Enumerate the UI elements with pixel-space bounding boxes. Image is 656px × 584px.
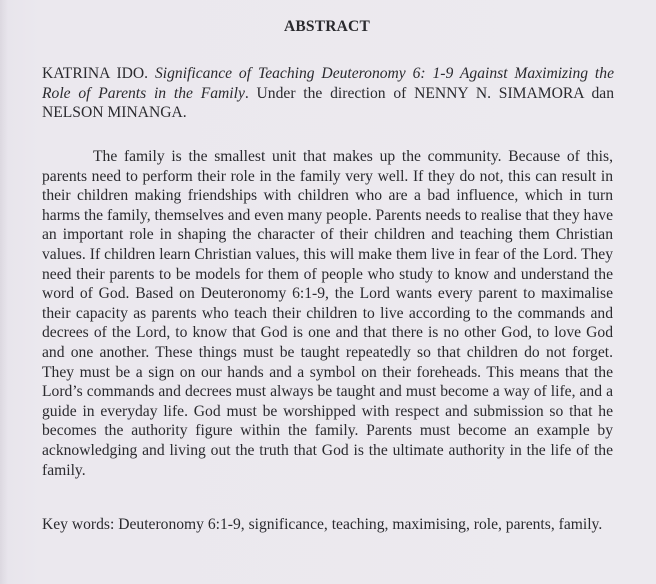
- citation-direction: . Under the direction of NENNY N. SIMAMORA dan NELSON MINANGA.: [42, 84, 614, 122]
- keywords: Key words: Deuteronomy 6:1-9, significance, teaching, maximising, role, parents, family.: [42, 516, 603, 533]
- abstract-heading: ABSTRACT: [283, 18, 370, 35]
- abstract-body: The family is the smallest unit that makes up the community. Because of this, parents need to perform their role in the family very well. If they do not, this can result in their children making friendships with children who are a bad influence, which in turn harms the family, themselves and even many people. Parents needs to realise that they have an important role in shaping the character of their children and teaching them Christian values. If children learn Christian values, this will make them live in fear of the Lord. They need their parents to be models for them of people who study to know and understand the word of God. Based on Deuteronomy 6:1-9, the Lord wants every parent to maximalise their capacity as parents who teach their children to live according to the commands and decrees of the Lord, to know that God is one and that there is no other God, to love God and one another. These things must be taught repeatedly so that children do not forget. They must be a sign on our hands and a symbol on their foreheads. This means that the Lord’s commands and decrees must always be taught and must become a way of life, and a guide in everyday life. God must be worshipped with respect and submission so that he becomes the authority figure within the family. Parents must become an example by acknowledging and living out the truth that God is the ultimate authority in the life of the family.: [42, 148, 613, 479]
- citation: [42, 64, 614, 123]
- citation-title: Significance of Teaching Deuteronomy 6: 1-9 Against Maximizing the Role of Parents in the Family: [42, 65, 614, 102]
- citation-author: KATRINA IDO.: [42, 65, 149, 82]
